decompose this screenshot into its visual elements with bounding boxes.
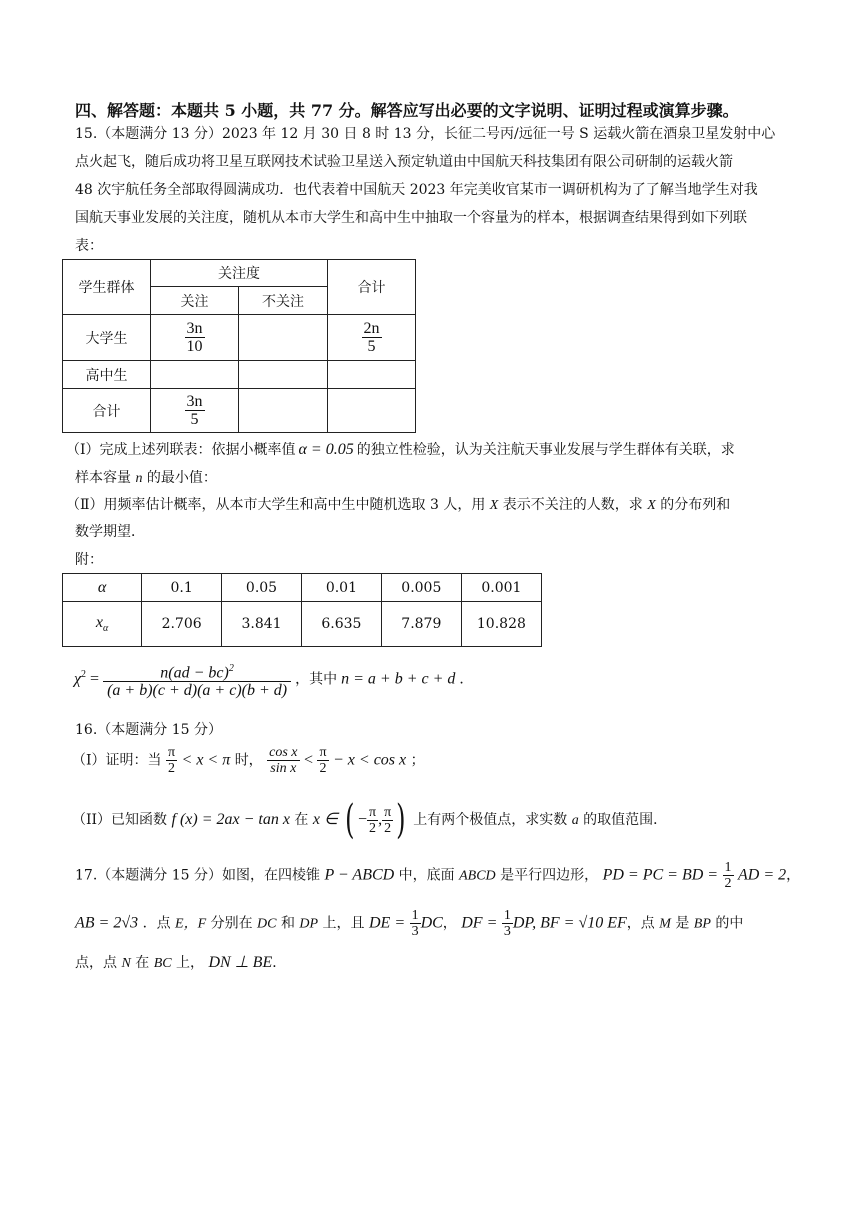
- x-in: x ∈: [312, 811, 338, 828]
- text: 是: [675, 915, 690, 932]
- text: ．: [272, 955, 287, 971]
- seg-dc: DC: [257, 916, 277, 932]
- frac-den: sin x: [270, 761, 297, 776]
- ineq: < x < π: [181, 751, 231, 769]
- ref-x-3: 7.879: [381, 602, 461, 647]
- q16-head: 16.（本题满分 15 分）: [75, 722, 222, 738]
- pyramid: P − ABCD: [324, 866, 395, 884]
- q17-line3: [75, 952, 286, 972]
- text: 是平行四边形，: [500, 867, 599, 884]
- frac-pi-2: [166, 745, 177, 776]
- point-m: M: [659, 916, 671, 932]
- row-university-label: 大学生: [63, 315, 151, 361]
- q15-line-3: 48 次宇航任务全部取得圆满成功．也代表着中国航天 2023 年完美收官某市一调研机构为了了解当地学生对我: [75, 182, 758, 198]
- chi: χ: [74, 670, 82, 688]
- frac-num: π: [369, 804, 377, 820]
- dp-bf: DP, BF = √10 EF: [512, 914, 627, 932]
- ab-eq: AB = 2√3: [75, 914, 139, 932]
- text: 上，且: [322, 915, 365, 932]
- x-var: x: [95, 613, 103, 631]
- th-focus: 关注: [151, 287, 239, 315]
- text: ，: [442, 915, 457, 932]
- row-highschool-label: 高中生: [63, 361, 151, 389]
- frac-pi-2b: [317, 745, 328, 776]
- cell-highschool-total: [328, 361, 416, 389]
- text: （I）完成上述列联表：依据小概率值: [66, 442, 296, 458]
- frac-den: 3: [411, 924, 419, 939]
- cell-highschool-focus: [151, 361, 239, 389]
- frac-den: 2: [168, 761, 176, 776]
- ref-x-label: [63, 602, 142, 647]
- text: 样本容量: [75, 470, 131, 486]
- point-n: N: [121, 956, 131, 971]
- seg-dp: DP: [299, 916, 319, 932]
- eq: =: [90, 670, 100, 688]
- frac-num: 1: [503, 908, 511, 923]
- var-x: X: [489, 498, 499, 513]
- eq-lengths: PD = PC = BD =: [602, 866, 719, 884]
- text: 上有两个极值点，求实数: [413, 812, 568, 828]
- ref-alpha-4: 0.001: [461, 574, 541, 602]
- chi-num-sup: 2: [228, 663, 234, 674]
- q17-line2: [75, 908, 743, 939]
- frac-num: 1: [411, 908, 419, 923]
- frac-den: 10: [186, 338, 203, 355]
- text: ，其中: [295, 671, 338, 688]
- contingency-table: [62, 259, 416, 433]
- cell-total-nofocus: [239, 389, 328, 433]
- q15-part2-line2: 数学期望．: [75, 524, 145, 540]
- q15-line-1: 15.（本题满分 13 分）2023 年 12 月 30 日 8 时 13 分，长征二号丙/远征一号 S 运载火箭在酒泉卫星发射中心: [75, 126, 776, 142]
- cell-total-total: [328, 389, 416, 433]
- text: （II）已知函数: [72, 812, 168, 828]
- frac-num: cos x: [269, 745, 298, 760]
- points-ef: E，F: [175, 916, 207, 932]
- q16-part2: [72, 797, 668, 843]
- var-a: a: [571, 813, 579, 828]
- cell-highschool-nofocus: [239, 361, 328, 389]
- frac-pi-2d: [382, 805, 393, 836]
- comma: ,: [378, 811, 383, 828]
- section-title: 四、解答题：本题共 5 小题，共 77 分。解答应写出必要的文字说明、证明过程或演算步骤。: [75, 101, 739, 120]
- base: ABCD: [459, 868, 496, 884]
- q15-line-5: 表：: [75, 238, 103, 254]
- lt: <: [303, 751, 314, 769]
- text: 分别在: [210, 915, 253, 932]
- cell-university-total: [328, 315, 416, 361]
- seg-dc: DC: [420, 914, 443, 932]
- q15-part1-line2: [75, 468, 217, 489]
- q15-line-2: 点火起飞，随后成功将卫星互联网技术试验卫星送入预定轨道由中国航天科技集团有限公司研制的运载火箭: [75, 154, 733, 170]
- ineq2: − x < cos x: [333, 751, 407, 769]
- frac-cos-sin: [267, 745, 299, 776]
- text: ，: [786, 867, 801, 884]
- frac-den: 3: [503, 924, 511, 939]
- appendix-label: 附：: [75, 552, 103, 568]
- seg-bc: BC: [153, 956, 172, 971]
- var-n: n: [135, 471, 143, 486]
- text: 在: [294, 812, 309, 828]
- paren-open: (: [345, 797, 355, 843]
- th-nofocus: 不关注: [239, 287, 328, 315]
- minus: −: [357, 811, 368, 828]
- cell-university-focus: [151, 315, 239, 361]
- ref-x-1: 3.841: [222, 602, 302, 647]
- var-x: X: [647, 498, 656, 513]
- text: ；: [410, 752, 425, 769]
- text: ，点: [626, 915, 655, 932]
- th-group: 学生群体: [63, 260, 151, 315]
- frac-num: 2n: [363, 320, 380, 337]
- text: 在: [135, 955, 150, 971]
- chi-num: n(ad − bc): [160, 664, 229, 682]
- th-total: 合计: [328, 260, 416, 315]
- chi-sup: 2: [81, 669, 87, 681]
- ad-eq: AD = 2: [737, 866, 787, 884]
- perp: DN ⊥ BE: [208, 954, 273, 971]
- text: （I）证明：当: [72, 752, 162, 769]
- frac-num: 3n: [186, 320, 203, 337]
- q16-part1: [72, 745, 425, 776]
- ref-alpha-1: 0.05: [222, 574, 302, 602]
- cell-total-focus: [151, 389, 239, 433]
- frac-num: π: [319, 745, 327, 760]
- frac-den: 2: [724, 876, 732, 891]
- text: 的最小值：: [146, 470, 217, 486]
- frac-den: 5: [367, 338, 376, 355]
- text: ．: [459, 671, 474, 688]
- text: （Ⅱ）用频率估计概率，从本市大学生和高中生中随机选取 3 人，用: [66, 497, 486, 513]
- text: 时，: [234, 752, 263, 769]
- ref-alpha-3: 0.005: [381, 574, 461, 602]
- frac-third-b: [502, 908, 513, 939]
- frac-third: [410, 908, 421, 939]
- ref-x-2: 6.635: [301, 602, 381, 647]
- q15-line-4: 国航天事业发展的关注度，随机从本市大学生和高中生中抽取一个容量为的样本，根据调查结果得到如下列联: [75, 210, 747, 226]
- q15-part1-line1: [66, 440, 735, 460]
- ref-alpha-2: 0.01: [301, 574, 381, 602]
- ref-alpha-label: α: [63, 574, 142, 602]
- paren-close: ): [396, 797, 406, 843]
- text: 的独立性检验，认为关注航天事业发展与学生群体有关联，求: [356, 442, 735, 458]
- frac-num: 3n: [186, 393, 203, 410]
- frac-den: 2: [319, 761, 327, 776]
- frac-half: [723, 860, 734, 891]
- frac-den: 2: [384, 820, 392, 836]
- text: 的分布列和: [660, 497, 731, 513]
- frac-den: 5: [190, 411, 199, 428]
- seg-bp: BP: [693, 916, 711, 932]
- q17-line1: [75, 860, 800, 891]
- ref-x-0: 2.706: [142, 602, 222, 647]
- alpha-value: α = 0.05: [298, 441, 354, 458]
- frac-num: π: [384, 804, 392, 820]
- df-eq: DF =: [461, 914, 498, 932]
- q15-part2-line1: [66, 495, 730, 516]
- chi-n-def: n = a + b + c + d: [341, 670, 456, 688]
- func-def: f (x) = 2ax − tan x: [171, 811, 290, 828]
- chi-fraction: [103, 660, 291, 699]
- de-eq: DE =: [368, 914, 406, 932]
- text: 表示不关注的人数，求: [502, 497, 643, 513]
- ref-alpha-0: 0.1: [142, 574, 222, 602]
- frac-num: 1: [724, 860, 732, 875]
- text: 点，点: [75, 955, 117, 971]
- frac-den: 2: [369, 820, 377, 836]
- chi-den: (a + b)(c + d)(a + c)(b + d): [107, 682, 288, 700]
- chi-square-formula: [74, 660, 473, 699]
- ref-x-4: 10.828: [461, 602, 541, 647]
- x-sub: α: [103, 623, 109, 635]
- reference-table: [62, 573, 542, 647]
- text: 17.（本题满分 15 分）如图，在四棱锥: [75, 867, 320, 884]
- text: 和: [280, 915, 295, 932]
- th-attention: 关注度: [151, 260, 328, 287]
- cell-university-nofocus: [239, 315, 328, 361]
- text: ．点: [142, 915, 171, 932]
- text: 的中: [715, 915, 744, 932]
- text: 上，: [176, 955, 205, 971]
- text: 中，底面: [398, 867, 455, 884]
- frac-pi-2c: [367, 805, 378, 836]
- row-total-label: 合计: [63, 389, 151, 433]
- text: 的取值范围．: [583, 812, 668, 828]
- frac-num: π: [167, 745, 176, 760]
